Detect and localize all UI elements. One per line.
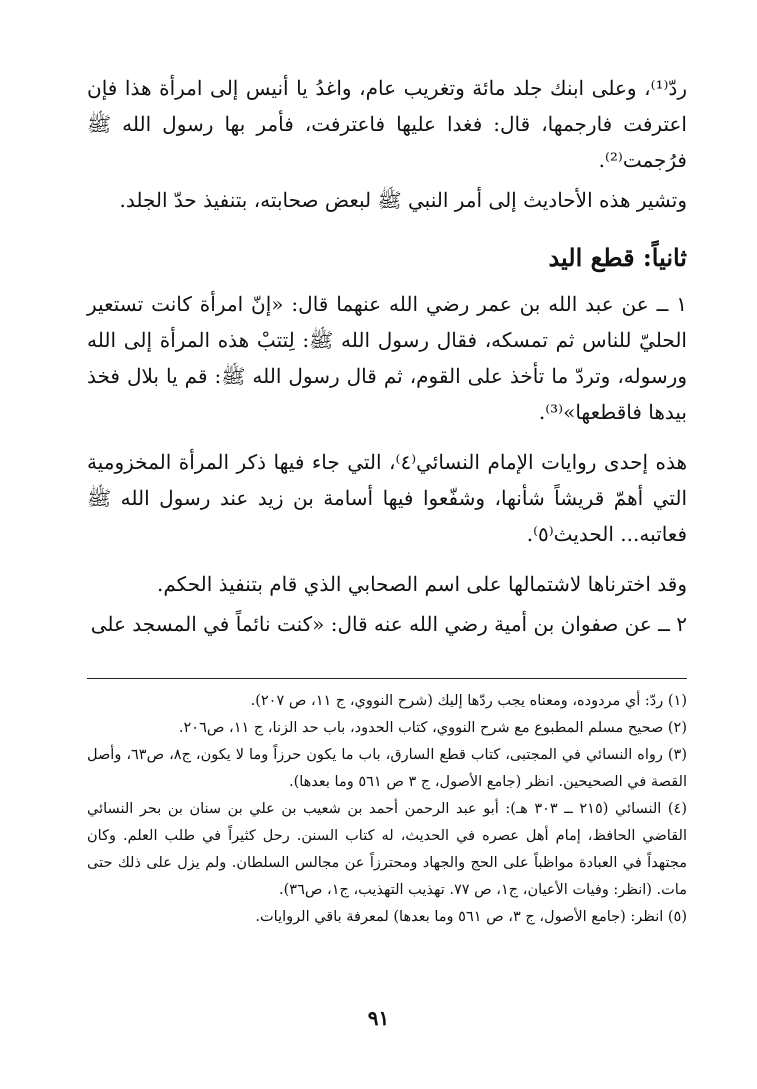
page-number: ٩١ bbox=[367, 1006, 390, 1030]
footnote-divider bbox=[87, 678, 687, 679]
section-heading: ثانياً: قطع اليد bbox=[548, 243, 687, 272]
paragraph-1: ردّ⁽¹⁾، وعلى ابنك جلد مائة وتغريب عام، واغدُ يا أنيس إلى امرأة هذا فإن اعترفت فارجمها، قال: فغدا عليها فاعترفت، فأمر بها رسول الله ﷺ فرُجمت⁽²⁾. bbox=[87, 76, 687, 172]
footnote-1: (١) ردّ: أي مردوده، ومعناه يجب ردّها إليك (شرح النووي، ج ١١، ص ٢٠٧). bbox=[250, 693, 687, 709]
paragraph-4: هذه إحدى روايات الإمام النسائي⁽٤⁾، التي جاء فيها ذكر المرأة المخزومية التي أهمّ قريشاً شأنها، وشفّعوا فيها أسامة بن زيد عند رسول الله ﷺ فعاتبه... الحديث⁽٥⁾. bbox=[87, 450, 688, 546]
footnotes bbox=[87, 688, 687, 931]
main-text bbox=[87, 70, 687, 656]
paragraph-6: ٢ ــ عن صفوان بن أمية رضي الله عنه قال: «كنت نائماً في المسجد على bbox=[90, 612, 687, 636]
footnote-3: (٣) رواه النسائي في المجتبى، كتاب قطع السارق، باب ما يكون حرزاً وما لا يكون، ج٨، ص٦٣، وأصل القصة في الصحيحين. انظر (جامع الأصول، ج ٣ ص ٥٦١ وما بعدها). bbox=[87, 747, 687, 790]
paragraph-5: وقد اخترناها لاشتمالها على اسم الصحابي الذي قام بتنفيذ الحكم. bbox=[157, 572, 687, 596]
footnote-5: (٥) انظر: (جامع الأصول، ج ٣، ص ٥٦١ وما بعدها) لمعرفة باقي الروايات. bbox=[255, 909, 687, 925]
paragraph-2: وتشير هذه الأحاديث إلى أمر النبي ﷺ لبعض صحابته، بتنفيذ حدّ الجلد. bbox=[119, 188, 687, 212]
footnote-2: (٢) صحيح مسلم المطبوع مع شرح النووي، كتاب الحدود، باب حد الزنا، ج ١١، ص٢٠٦. bbox=[178, 720, 687, 736]
paragraph-3: ١ ــ عن عبد الله بن عمر رضي الله عنهما قال: «إنّ امرأة كانت تستعير الحليّ للناس ثم تمسكه، فقال رسول الله ﷺ: لِتتبْ هذه المرأة إلى الله ورسوله، وتردّ ما تأخذ على القوم، ثم قال رسول الله ﷺ: قم يا بلال فخذ بيدها فاقطعها»⁽³⁾. bbox=[87, 292, 687, 424]
footnote-4: (٤) النسائي (٢١٥ ــ ٣٠٣ هـ): أبو عبد الرحمن أحمد بن شعيب بن علي بن سنان بن بحر النسائي القاضي الحافظ، إمام أهل عصره في الحديث، له كتاب السنن. رحل كثيراً في طلب العلم. وكان مجتهداً في العبادة مواظباً على الحج والجهاد ومحترزاً عن مجالس السلطان. ولم يزل على ذلك حتى مات. (انظر: وفيات الأعيان، ج١، ص ٧٧. تهذيب التهذيب، ج١، ص٣٦). bbox=[87, 801, 687, 898]
